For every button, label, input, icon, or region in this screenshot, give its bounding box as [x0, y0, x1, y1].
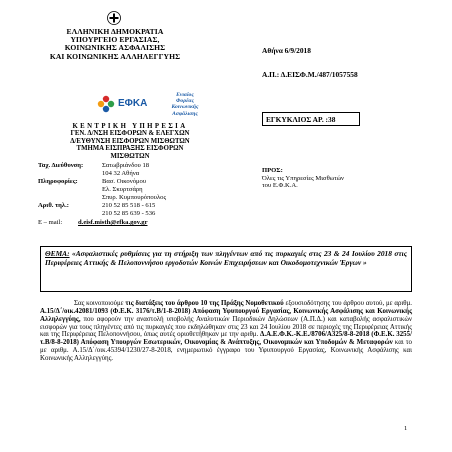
circular-number: ΕΓΚΥΚΛΙΟΣ ΑΡ. :38 [266, 115, 336, 124]
body-part7: και το με αριθμ. Α.15/Δ΄/οικ.45394/1230/27-8-2018, ενημερωτικό έγγραφο του Υφυπουργού Εργασίας, Κοινωνικής Ασφάλισης και Κοινωνικής Αλληλεγγύης. [40, 339, 412, 362]
recipient-block [262, 167, 412, 190]
header-line2: ΥΠΟΥΡΓΕΙΟ ΕΡΓΑΣΙΑΣ, [70, 35, 160, 45]
central-line4: ΤΜΗΜΑ ΕΙΣΠΡΑΞΗΣ ΕΙΣΦΟΡΩΝ [76, 145, 184, 153]
efka-logo-icon [96, 94, 116, 114]
email-link[interactable]: d.eisf.misth@efka.gov.gr [78, 219, 148, 226]
protocol-number: Α.Π.: Δ.ΕΙΣΦ.Μ./487/1057558 [262, 70, 358, 79]
body-part4: Α.15/Δ΄/οικ.42081/1093 (Φ.Ε.Κ. 3176/τ.Β/1-8-2018) Απόφαση Υφυπουργού Εργασίας, Κοινωνικής Ασφάλισης και Κοινωνικής Αλληλεγγύης, [40, 307, 412, 323]
central-service [40, 123, 220, 160]
subject-text [45, 250, 407, 267]
recipient-line1: Όλες τις Υπηρεσίες Μισθωτών [262, 174, 345, 182]
efka-logo [96, 94, 152, 114]
body-paragraph [40, 300, 412, 363]
ministry-header [40, 28, 190, 61]
circular-number-box [262, 112, 360, 126]
central-line3: Δ/ΕΥΘΥΝΣΗ ΕΙΣΦΟΡΩΝ ΜΙΣΘΩΤΩΝ [70, 137, 190, 145]
header-line3: ΚΟΙΝΩΝΙΚΗΣ ΑΣΦΑΛΙΣΗΣ [64, 43, 166, 53]
subject-label: ΘΕΜΑ: [45, 249, 70, 258]
logo-text3: Κοινωνικής [171, 104, 199, 111]
logo-text2: Φορέας [176, 98, 194, 105]
phone-line2: 210 52 85 639 - 536 [102, 210, 156, 217]
central-line5: ΜΙΣΘΩΤΩΝ [110, 152, 150, 160]
info-line3: Σπυρ. Κυμπουρόπουλος [102, 194, 167, 201]
recipient-line2: του Ε.Φ.Κ.Α. [262, 182, 298, 190]
phone-line1: 210 52 85 518 - 615 [102, 202, 156, 209]
central-line1: ΚΕΝΤΡΙΚΗ ΥΠΗΡΕΣΙΑ [72, 123, 188, 130]
phone-label: Αριθ. τηλ.: [38, 202, 69, 209]
subject-body: «Ασφαλιστικές ρυθμίσεις για τη στήριξη των πληγέντων από τις πυρκαγιές στις 23 & 24 Ιουλίου 2018 στις Περιφέρειες Αττικής & Πελοποννήσου εργοδοτών Κοινών Επιχειρήσεων και Οικοδομοτεχνικών Έργων » [45, 249, 407, 267]
info-line1: Βασ. Οικονόμου [102, 178, 147, 185]
email-label: E – mail: [38, 219, 63, 226]
logo-text4: Ασφάλισης [172, 110, 198, 117]
efka-logo-name: ΕΦΚΑ [118, 98, 148, 109]
recipient-label: ΠΡΟΣ: [262, 167, 283, 174]
body-part3: εξουσιοδότησης του άρθρου αυτού, με αριθμ. [285, 300, 412, 307]
info-label: Πληροφορίες: [38, 178, 78, 185]
contact-block [38, 162, 238, 236]
body-part2: τις διατάξεις του άρθρου 10 της Πράξης Νομοθετικού [125, 300, 284, 307]
logo-text1: Ενιαίος [176, 92, 194, 98]
body-part5: που αφορούν την αναστολή υποβολής Αναλυτικών Περιοδικών Δηλώσεων (Α.Π.Δ.) και καταβολής ασφαλιστικών εισφορών για τους πληγέντες από τις πυρκαγιές που εκδηλώθηκαν στις 23 και 24 Ιουλίου 2018 σε περιοχές της Περιφέρειας Αττικής και της Περιφέρειας Πελοποννήσου, όπως αυτές οριοθετήθηκαν με την αριθμ. [40, 315, 412, 339]
subject-box [40, 246, 412, 292]
header-line1: ΕΛΛΗΝΙΚΗ ΔΗΜΟΚΡΑΤΙΑ [66, 27, 164, 36]
page-number: 1 [404, 425, 408, 432]
body-part6: Δ.Α.Ε.Φ.Κ.-Κ.Ε./8706/Α325/8-8-2018 (Φ.Ε.Κ. 3255/τ.Β/8-8-2018) Απόφαση Υπουργών Εσωτερικών, Οικονομίας & Ανάπτυξης, Οικονομικών και Υποδομών & Μεταφορών [40, 331, 412, 347]
address-label: Ταχ. Διεύθυνση: [38, 162, 84, 169]
body-part1: Σας κοινοποιούμε [74, 300, 124, 307]
document-date: Αθήνα 6/9/2018 [262, 46, 311, 55]
header-line4: ΚΑΙ ΚΟΙΝΩΝΙΚΗΣ ΑΛΛΗΛΕΓΓΥΗΣ [49, 51, 181, 61]
efka-logo-caption [160, 92, 210, 117]
address-line1: Σατωβριάνδου 18 [102, 162, 150, 169]
central-line2: ΓΕΝ. Δ/ΝΣΗ ΕΙΣΦΟΡΩΝ & ΕΛΕΓΧΩΝ [70, 130, 190, 138]
emblem-icon [106, 10, 122, 26]
address-line2: 104 32 Αθήνα [102, 170, 140, 177]
info-line2: Ελ. Σκυρτσάρη [102, 186, 143, 193]
